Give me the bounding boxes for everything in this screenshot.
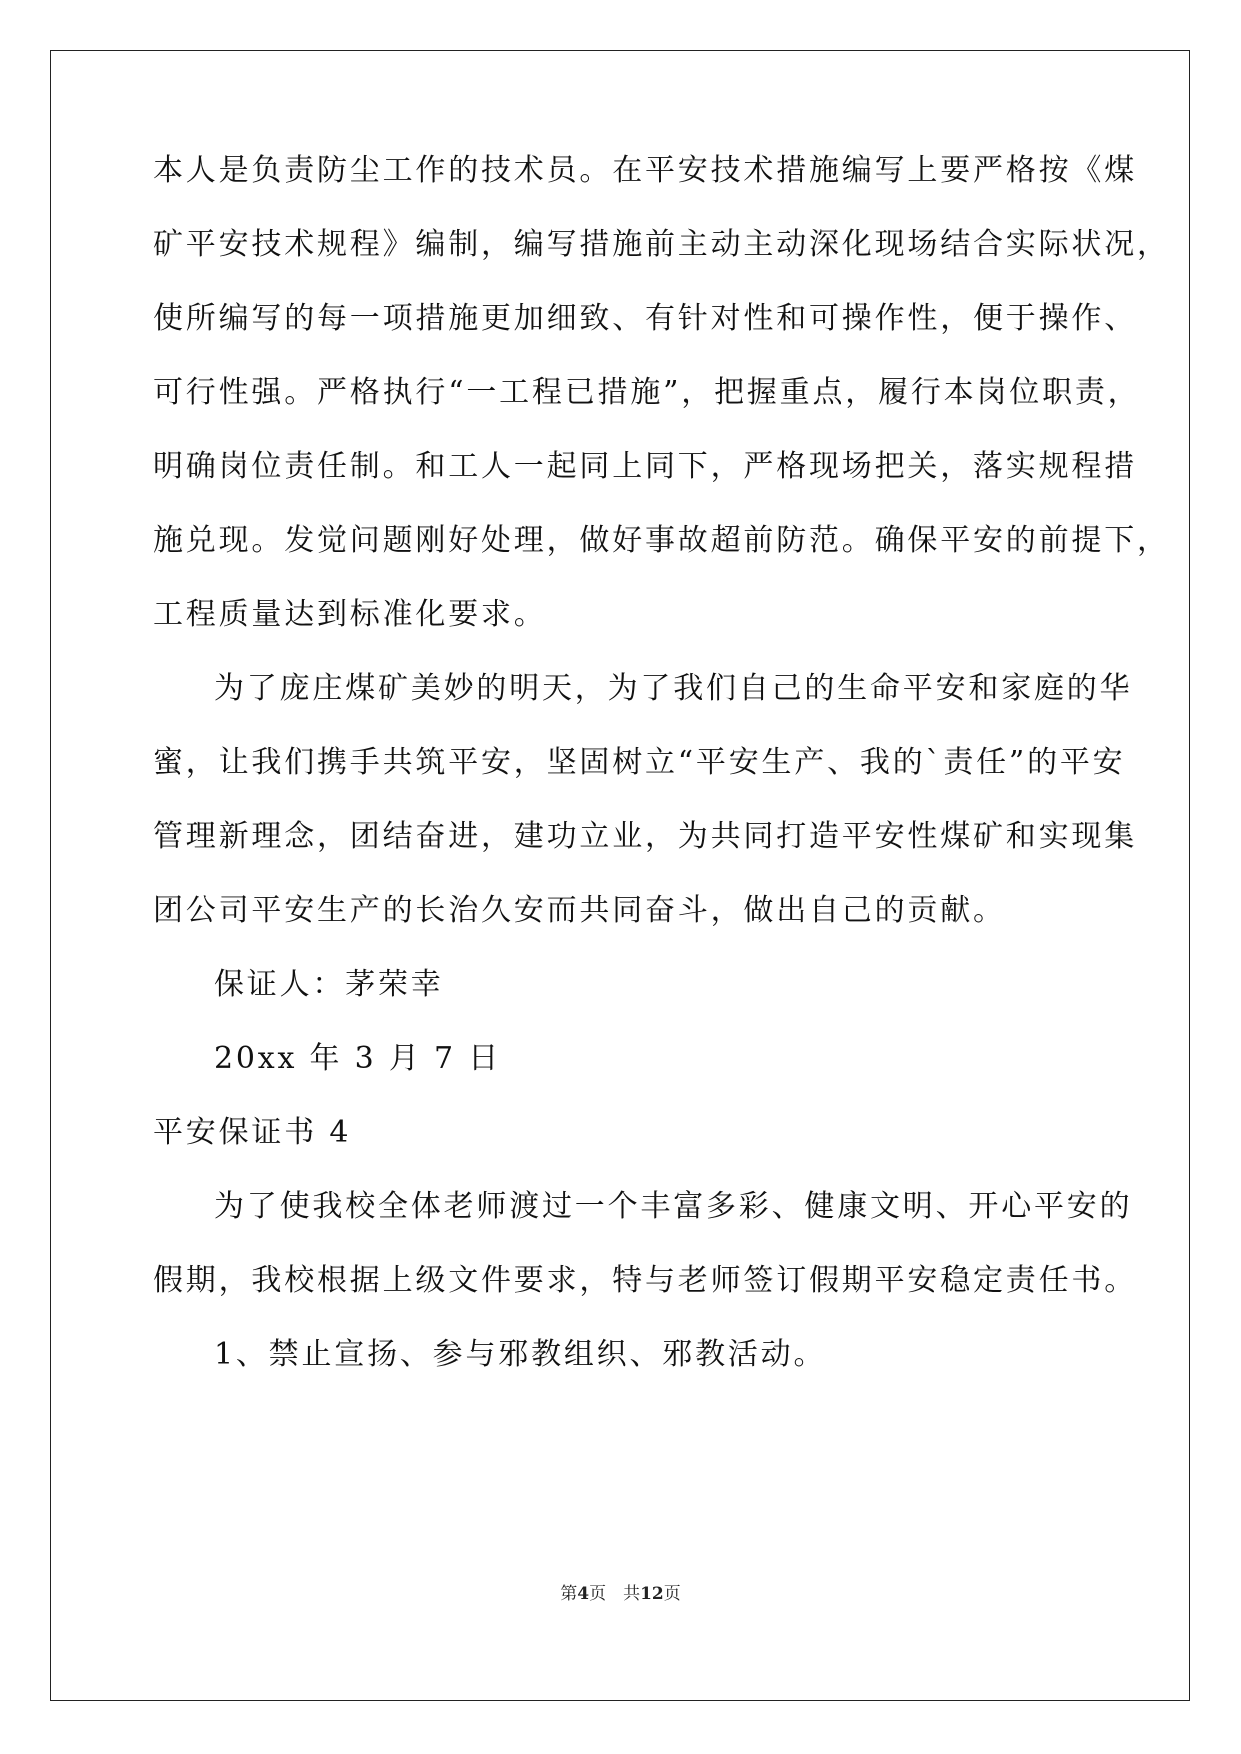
paragraph-line: 可行性强。严格执行“一工程已措施”，把握重点，履行本岗位职责， bbox=[153, 375, 1141, 410]
section-title: 平安保证书 4 bbox=[153, 1115, 352, 1150]
paragraph-line: 工程质量达到标准化要求。 bbox=[153, 597, 547, 632]
page-total: 12 bbox=[640, 1584, 664, 1604]
footer-suffix: 页 bbox=[663, 1584, 681, 1604]
list-item: 1、禁止宣扬、参与邪教组织、邪教活动。 bbox=[214, 1337, 827, 1372]
page-border bbox=[50, 50, 1190, 1701]
footer-middle: 页 共 bbox=[589, 1584, 641, 1604]
paragraph-line: 蜜，让我们携手共筑平安，坚固树立“平安生产、我的`责任”的平安 bbox=[153, 745, 1126, 780]
paragraph-line: 为了使我校全体老师渡过一个丰富多彩、健康文明、开心平安的 bbox=[214, 1189, 1133, 1224]
paragraph-line: 为了庞庄煤矿美妙的明天，为了我们自己的生命平安和家庭的华 bbox=[214, 671, 1133, 706]
page-footer bbox=[0, 1582, 1241, 1606]
page-number: 4 bbox=[577, 1584, 590, 1604]
paragraph-line: 施兑现。发觉问题刚好处理，做好事故超前防范。确保平安的前提下， bbox=[153, 523, 1170, 558]
guarantor-line: 保证人：茅荣幸 bbox=[214, 967, 444, 1002]
paragraph-line: 本人是负责防尘工作的技术员。在平安技术措施编写上要严格按《煤 bbox=[153, 153, 1137, 188]
paragraph-line: 明确岗位责任制。和工人一起同上同下，严格现场把关，落实规程措 bbox=[153, 449, 1137, 484]
date-line: 20xx 年 3 月 7 日 bbox=[214, 1041, 502, 1076]
footer-prefix: 第 bbox=[560, 1584, 578, 1604]
paragraph-line: 假期，我校根据上级文件要求，特与老师签订假期平安稳定责任书。 bbox=[153, 1263, 1137, 1298]
paragraph-line: 矿平安技术规程》编制，编写措施前主动主动深化现场结合实际状况， bbox=[153, 227, 1170, 262]
paragraph-line: 团公司平安生产的长治久安而共同奋斗，做出自己的贡献。 bbox=[153, 893, 1006, 928]
paragraph-line: 管理新理念，团结奋进，建功立业，为共同打造平安性煤矿和实现集 bbox=[153, 819, 1137, 854]
paragraph-line: 使所编写的每一项措施更加细致、有针对性和可操作性，便于操作、 bbox=[153, 301, 1137, 336]
